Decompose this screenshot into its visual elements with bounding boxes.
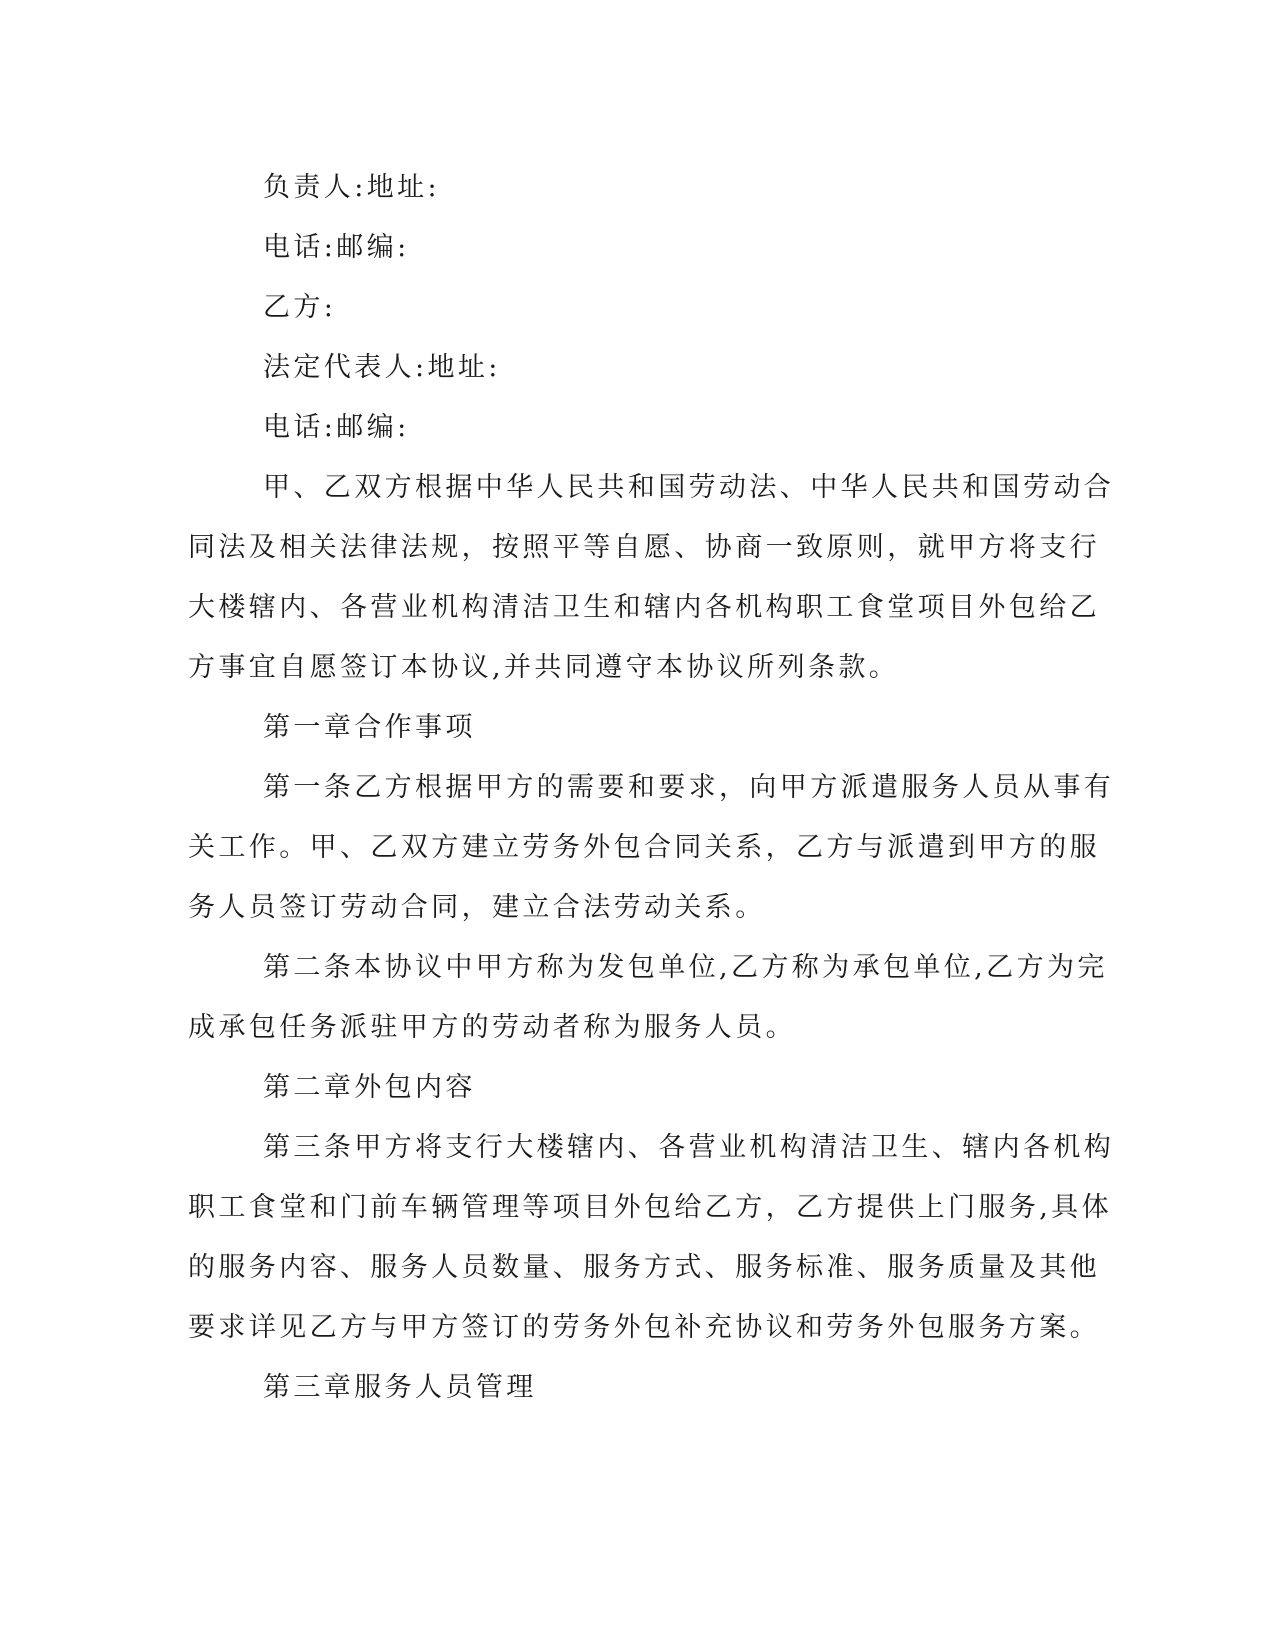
- chapter-1-heading: 第一章合作事项: [263, 712, 476, 743]
- field-phone-postcode-b: 电话:邮编:: [263, 412, 410, 443]
- article-2-line: 第二条本协议中甲方称为发包单位,乙方称为承包单位,乙方为完: [263, 952, 1108, 983]
- article-1-line: 关工作。甲、乙双方建立劳务外包合同关系，乙方与派遣到甲方的服: [188, 832, 1100, 863]
- field-phone-postcode: 电话:邮编:: [263, 232, 410, 263]
- chapter-2-heading: 第二章外包内容: [263, 1072, 476, 1103]
- preamble-line: 甲、乙双方根据中华人民共和国劳动法、中华人民共和国劳动合: [263, 472, 1115, 503]
- preamble-line: 方事宜自愿签订本协议,并共同遵守本协议所列条款。: [188, 652, 900, 683]
- article-3-line: 要求详见乙方与甲方签订的劳务外包补充协议和劳务外包服务方案。: [188, 1312, 1100, 1343]
- article-3-line: 的服务内容、服务人员数量、服务方式、服务标准、服务质量及其他: [188, 1252, 1100, 1283]
- document-body: [188, 158, 1115, 1418]
- article-2-line: 成承包任务派驻甲方的劳动者称为服务人员。: [188, 1012, 796, 1043]
- chapter-3-heading: 第三章服务人员管理: [263, 1372, 537, 1403]
- article-1-line: 第一条乙方根据甲方的需要和要求，向甲方派遣服务人员从事有: [263, 772, 1115, 803]
- field-responsible-person-address: 负责人:地址:: [263, 172, 440, 203]
- field-party-b: 乙方:: [263, 292, 337, 323]
- field-legal-representative-address: 法定代表人:地址:: [263, 352, 501, 383]
- preamble-line: 同法及相关法律法规，按照平等自愿、协商一致原则，就甲方将支行: [188, 532, 1100, 563]
- article-3-line: 职工食堂和门前车辆管理等项目外包给乙方，乙方提供上门服务,具体: [188, 1192, 1112, 1223]
- preamble-line: 大楼辖内、各营业机构清洁卫生和辖内各机构职工食堂项目外包给乙: [188, 592, 1100, 623]
- article-3-line: 第三条甲方将支行大楼辖内、各营业机构清洁卫生、辖内各机构: [263, 1132, 1115, 1163]
- article-1-line: 务人员签订劳动合同，建立合法劳动关系。: [188, 892, 766, 923]
